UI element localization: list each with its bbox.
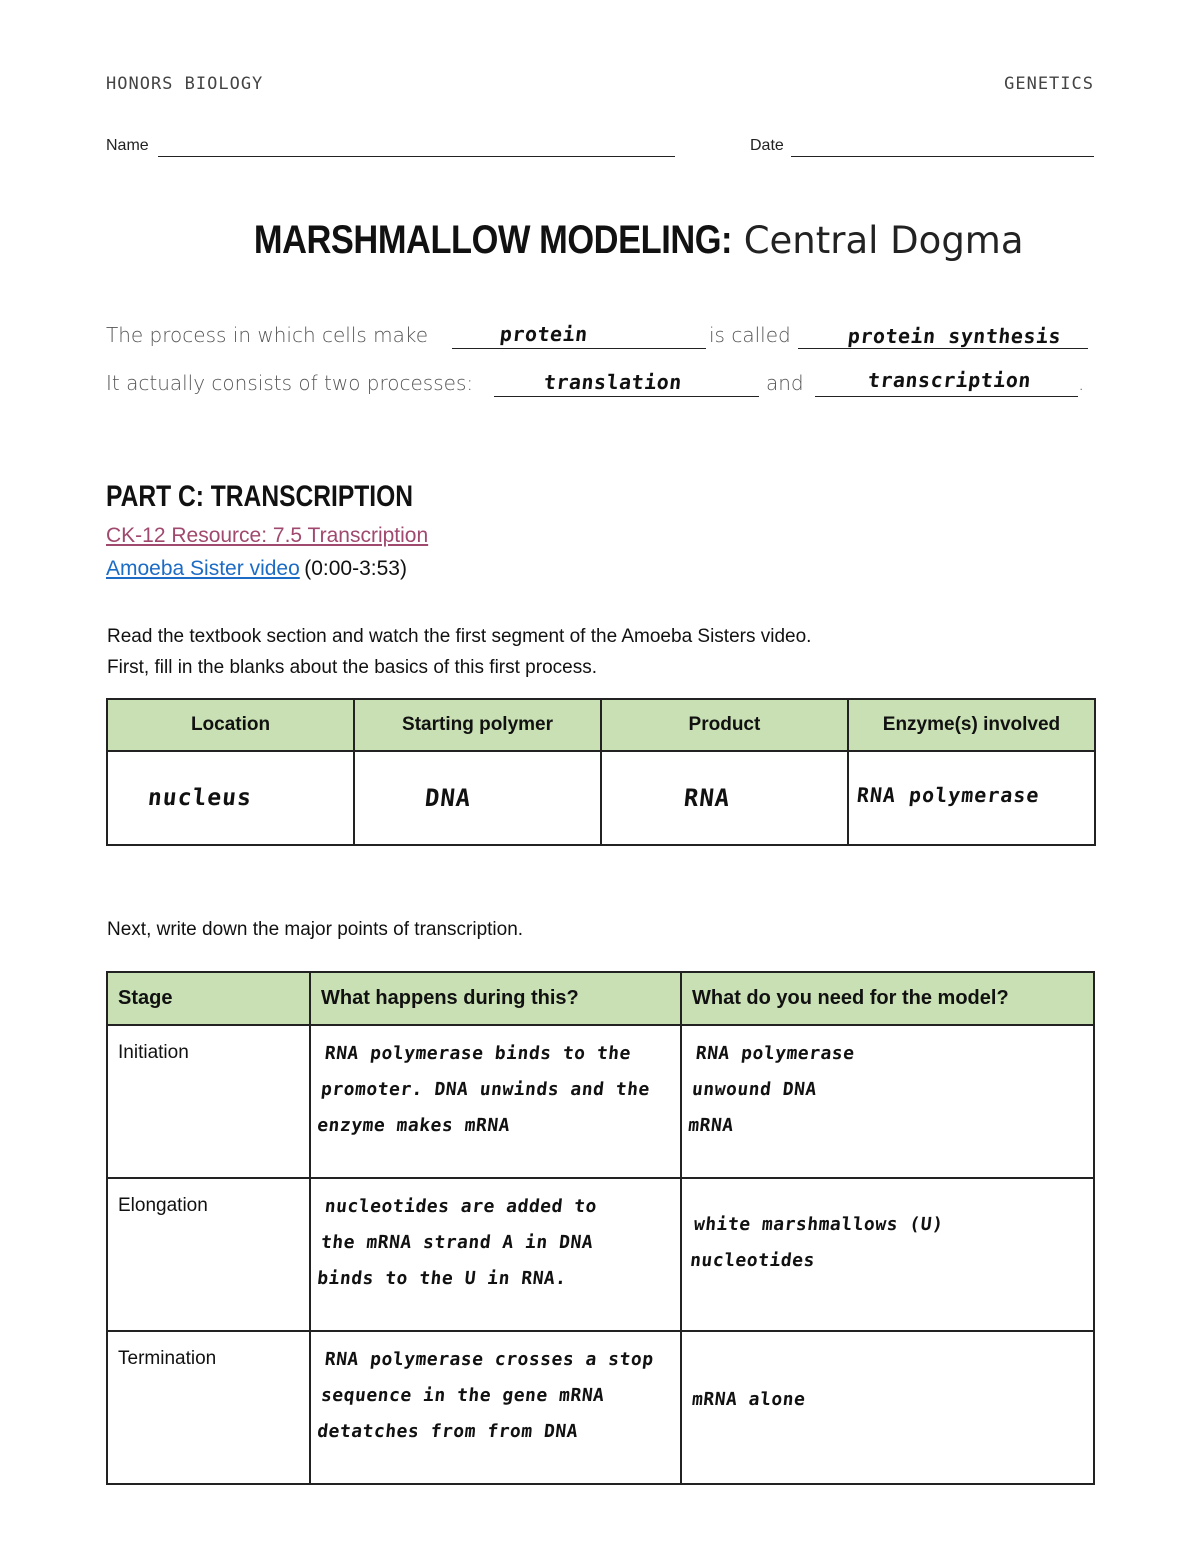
header-what-happens: What happens during this? (310, 972, 681, 1025)
intro-s2-part1: It actually consists of two processes: (106, 371, 474, 395)
amoeba-sister-video-link[interactable]: Amoeba Sister video (106, 557, 300, 580)
initiation-happens[interactable]: RNA polymerase binds to the promoter. DNA unwinds and the enzyme makes mRNA (310, 1025, 681, 1178)
blank-transcription[interactable]: transcription (866, 368, 1033, 392)
name-field[interactable] (158, 156, 675, 157)
stage-elongation: Elongation (107, 1178, 310, 1331)
title-light: Central Dogma (743, 219, 1024, 262)
intro-s1-part1: The process in which cells make (106, 323, 429, 347)
title-bold: MARSHMALLOW MODELING: (254, 218, 733, 262)
blank-transcription-line (815, 396, 1078, 397)
blank-translation[interactable]: translation (542, 370, 684, 394)
elongation-needs[interactable]: white marshmallows (U) nucleotides (681, 1178, 1094, 1331)
blank-synthesis[interactable]: protein synthesis (846, 324, 1063, 348)
initiation-needs[interactable]: RNA polymerase unwound DNA mRNA (681, 1025, 1094, 1178)
cell-starting-polymer[interactable]: DNA (354, 751, 601, 845)
intro-s2-part2: and (766, 371, 804, 395)
blank-protein[interactable]: protein (498, 322, 590, 346)
cell-location[interactable]: nucleus (107, 751, 354, 845)
basics-answer-row (107, 751, 1095, 845)
header-stage: Stage (107, 972, 310, 1025)
next-instruction: Next, write down the major points of transcription. (107, 919, 524, 940)
elongation-happens[interactable]: nucleotides are added to the mRNA strand A in DNA binds to the U in RNA. (310, 1178, 681, 1331)
stages-table (106, 971, 1095, 1485)
header-product: Product (601, 699, 848, 751)
unit-label: GENETICS (1004, 74, 1094, 94)
blank-protein-line (452, 348, 706, 349)
page-title (0, 218, 1200, 263)
date-label: Date (750, 137, 784, 154)
table-row (107, 1178, 1094, 1331)
instruction-1: Read the textbook section and watch the first segment of the Amoeba Sisters video. (107, 626, 812, 647)
instruction-2: First, fill in the blanks about the basics of this first process. (107, 657, 597, 678)
termination-happens[interactable]: RNA polymerase crosses a stop sequence in the gene mRNA detatches from from DNA (310, 1331, 681, 1484)
stage-initiation: Initiation (107, 1025, 310, 1178)
blank-synthesis-line (798, 348, 1088, 349)
header-location: Location (107, 699, 354, 751)
basics-table (106, 698, 1096, 846)
stage-termination: Termination (107, 1331, 310, 1484)
name-label: Name (106, 137, 149, 154)
stages-header-row (107, 972, 1094, 1025)
header-model-needs: What do you need for the model? (681, 972, 1094, 1025)
table-row (107, 1331, 1094, 1484)
cell-product[interactable]: RNA (601, 751, 848, 845)
basics-header-row (107, 699, 1095, 751)
video-timestamp: (0:00-3:53) (304, 557, 407, 580)
intro-s1-part2: is called (709, 323, 791, 347)
ck12-resource-link[interactable]: CK-12 Resource: 7.5 Transcription (106, 524, 429, 547)
header-starting-polymer: Starting polymer (354, 699, 601, 751)
intro-s2-end: . (1078, 371, 1085, 395)
table-row (107, 1025, 1094, 1178)
termination-needs[interactable]: mRNA alone (681, 1331, 1094, 1484)
cell-enzymes[interactable]: RNA polymerase (848, 751, 1095, 845)
blank-translation-line (494, 396, 759, 397)
date-field[interactable] (791, 156, 1094, 157)
header-enzymes: Enzyme(s) involved (848, 699, 1095, 751)
course-label: HONORS BIOLOGY (106, 74, 264, 94)
video-line (106, 557, 407, 581)
section-heading: PART C: TRANSCRIPTION (106, 480, 414, 513)
